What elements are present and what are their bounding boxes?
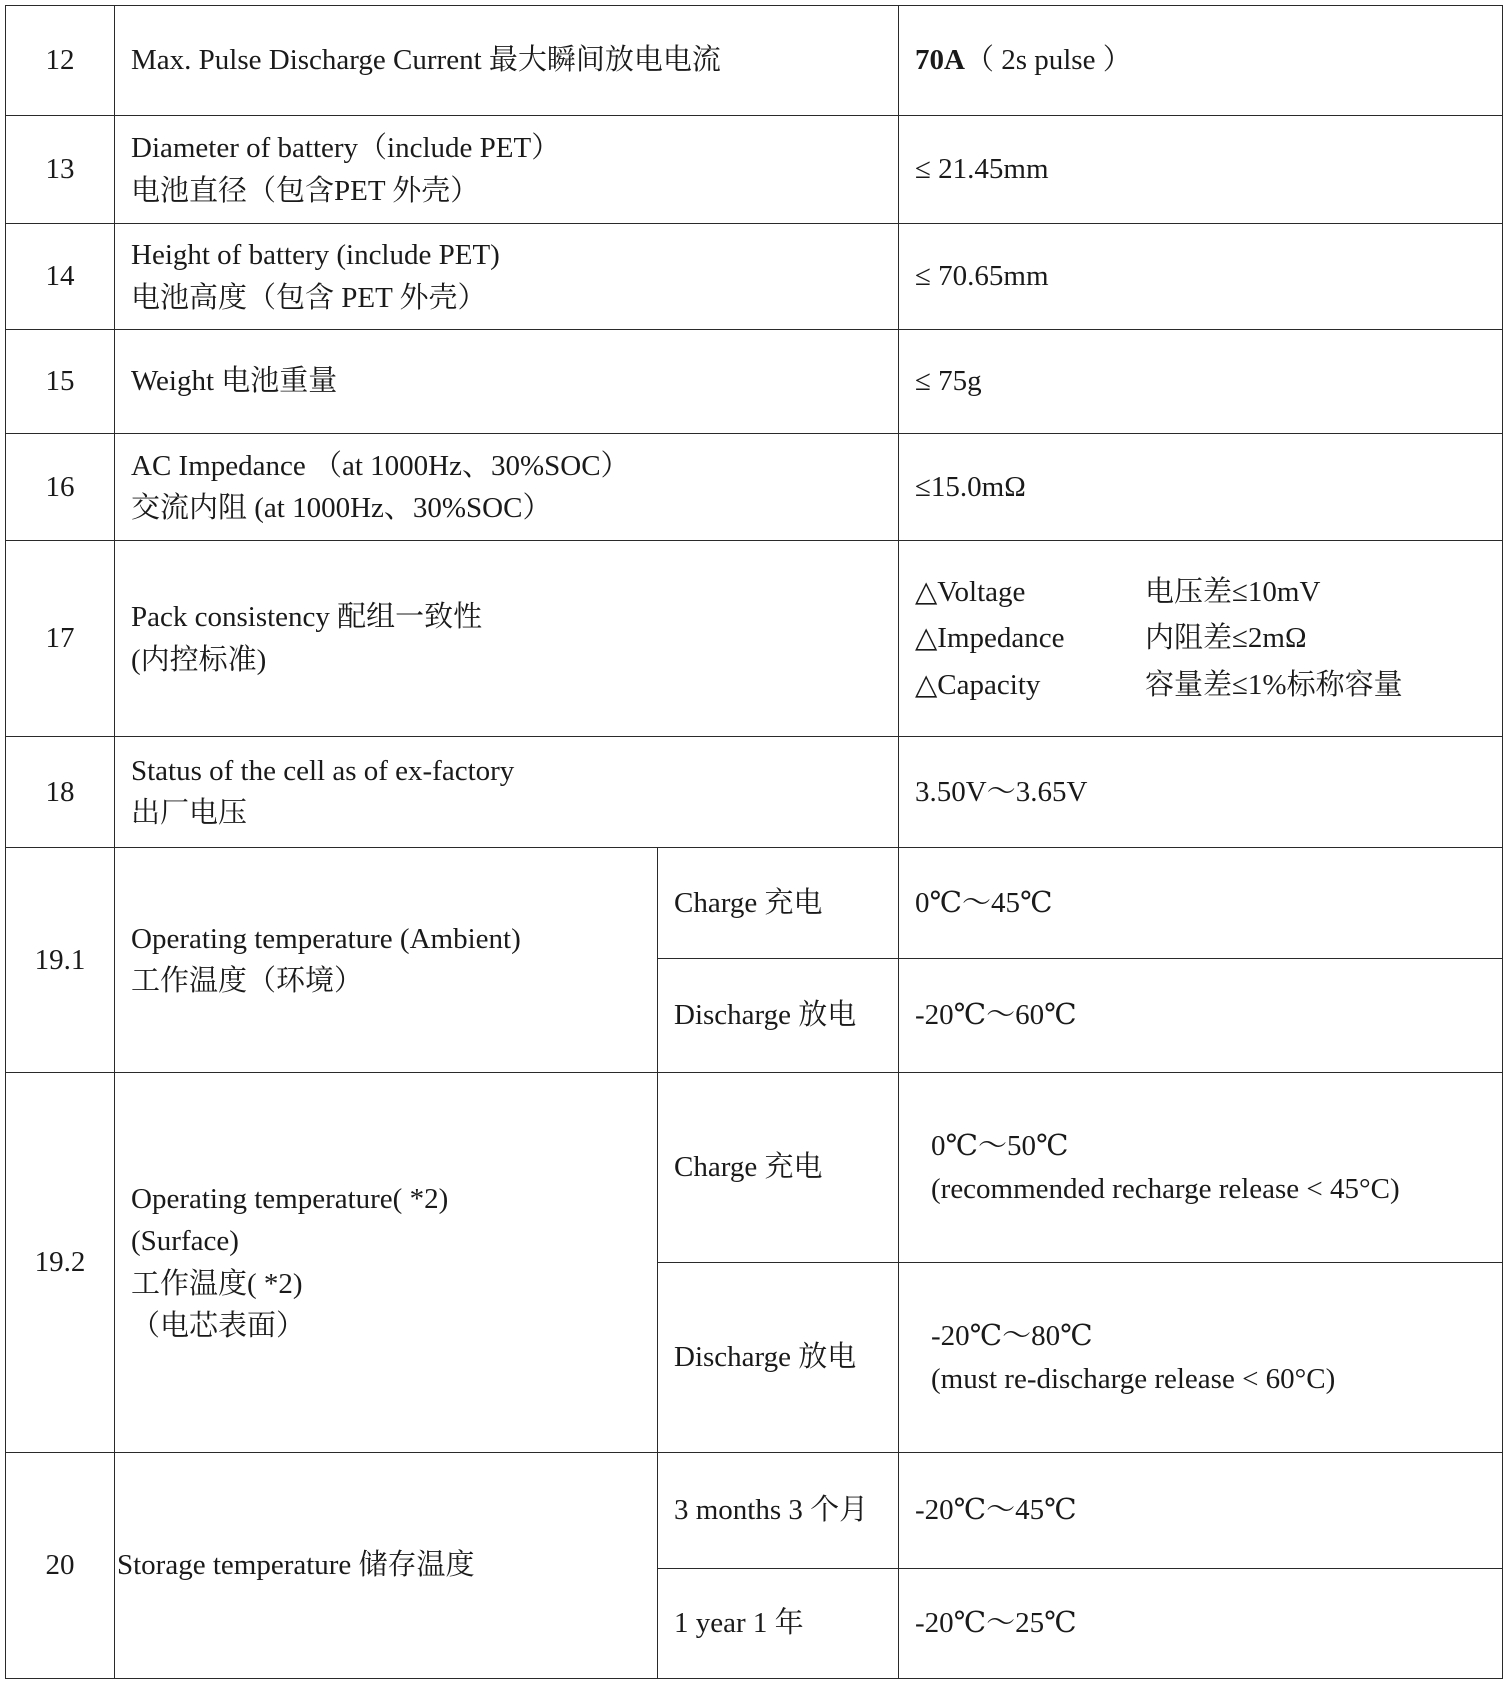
table-row (6, 737, 1503, 848)
param-label-en: Operating temperature (Ambient) (131, 922, 521, 955)
table-row (6, 1073, 1503, 1263)
row-number: 18 (6, 737, 115, 848)
value-bold: 70A (915, 44, 965, 77)
sub-label-cell: Charge 充电 (658, 848, 899, 959)
value-cell: ≤15.0mΩ (899, 434, 1503, 541)
param-label-en: Diameter of battery（include PET） (131, 132, 561, 165)
capacity-label: △Capacity (915, 668, 1041, 701)
param-label: Storage temperature 储存温度 (117, 1549, 475, 1582)
table-row (6, 541, 1503, 737)
param-label-en: Pack consistency 配组一致性 (131, 601, 483, 634)
param-label-en: Height of battery (include PET) (131, 239, 500, 272)
consistency-values (915, 571, 1502, 705)
table-row (6, 1453, 1503, 1569)
row-number: 14 (6, 224, 115, 330)
sub-label-cell: Discharge 放电 (658, 959, 899, 1073)
param-label-line: 工作温度( *2) (131, 1267, 303, 1300)
param-cell (115, 848, 658, 1073)
param-label-cn: (内控标准) (131, 643, 267, 676)
param-cell (115, 116, 899, 224)
sub-label-cell: 1 year 1 年 (658, 1569, 899, 1679)
value-cell: 0℃～45℃ (899, 848, 1503, 959)
value-cell (899, 1073, 1503, 1263)
param-cell (115, 6, 899, 116)
value-cell (899, 1263, 1503, 1453)
sub-label-cell: 3 months 3 个月 (658, 1453, 899, 1569)
param-label-en: Status of the cell as of ex-factory (131, 754, 515, 787)
row-number: 15 (6, 330, 115, 434)
spec-table (5, 5, 1503, 1679)
param-label-line: Operating temperature( *2) (131, 1183, 449, 1216)
table-row (6, 6, 1503, 116)
param-label-cn: 工作温度（环境） (131, 965, 364, 997)
value-cell: -20℃～60℃ (899, 959, 1503, 1073)
impedance-value: 内阻差≤2mΩ (1145, 622, 1307, 655)
param-label-cn: 交流内阻 (at 1000Hz、30%SOC） (131, 492, 552, 524)
row-number: 19.2 (6, 1073, 115, 1453)
value-cell: -20℃～45℃ (899, 1453, 1503, 1569)
voltage-value: 电压差≤10mV (1145, 576, 1321, 609)
table-row (6, 116, 1503, 224)
value-cell: ≤ 21.45mm (899, 116, 1503, 224)
value-cell: 3.50V～3.65V (899, 737, 1503, 848)
value-cell: ≤ 70.65mm (899, 224, 1503, 330)
param-label-cn: 电池高度（包含 PET 外壳） (131, 281, 487, 314)
sub-label-cell: Charge 充电 (658, 1073, 899, 1263)
param-cell (115, 1073, 658, 1453)
param-label-line: （电芯表面） (131, 1309, 306, 1342)
table-row (6, 224, 1503, 330)
param-label-cn: 电池直径（包含PET 外壳） (131, 174, 480, 207)
capacity-value: 容量差≤1%标称容量 (1145, 668, 1403, 701)
value-cell (899, 541, 1503, 737)
row-number: 12 (6, 6, 115, 116)
row-number: 13 (6, 116, 115, 224)
param-cell (115, 224, 899, 330)
value-line: -20℃～80℃ (931, 1320, 1093, 1353)
row-number: 20 (6, 1453, 115, 1679)
voltage-label: △Voltage (915, 576, 1026, 609)
param-cell (115, 434, 899, 541)
value-cell (899, 6, 1503, 116)
table-row (6, 330, 1503, 434)
value-cell: -20℃～25℃ (899, 1569, 1503, 1679)
param-cell (115, 541, 899, 737)
impedance-label: △Impedance (915, 622, 1065, 655)
param-label: Max. Pulse Discharge Current 最大瞬间放电电流 (131, 44, 721, 77)
param-label: Weight 电池重量 (131, 365, 338, 398)
row-number: 16 (6, 434, 115, 541)
value-line: (must re-discharge release < 60°C) (931, 1362, 1336, 1395)
param-cell (115, 330, 899, 434)
param-label-en: AC Impedance （at 1000Hz、30%SOC） (131, 449, 630, 482)
row-number: 17 (6, 541, 115, 737)
param-label-cn: 出厂电压 (131, 797, 248, 829)
sub-label-cell: Discharge 放电 (658, 1263, 899, 1453)
value-line: 0℃～50℃ (931, 1130, 1069, 1163)
param-cell (115, 737, 899, 848)
value-cell: ≤ 75g (899, 330, 1503, 434)
param-label-line: (Surface) (131, 1225, 239, 1258)
table-row (6, 848, 1503, 959)
param-cell (115, 1453, 658, 1679)
table-row (6, 434, 1503, 541)
value-rest: （ 2s pulse ） (964, 44, 1132, 77)
row-number: 19.1 (6, 848, 115, 1073)
value-line: (recommended recharge release < 45°C) (931, 1172, 1400, 1205)
